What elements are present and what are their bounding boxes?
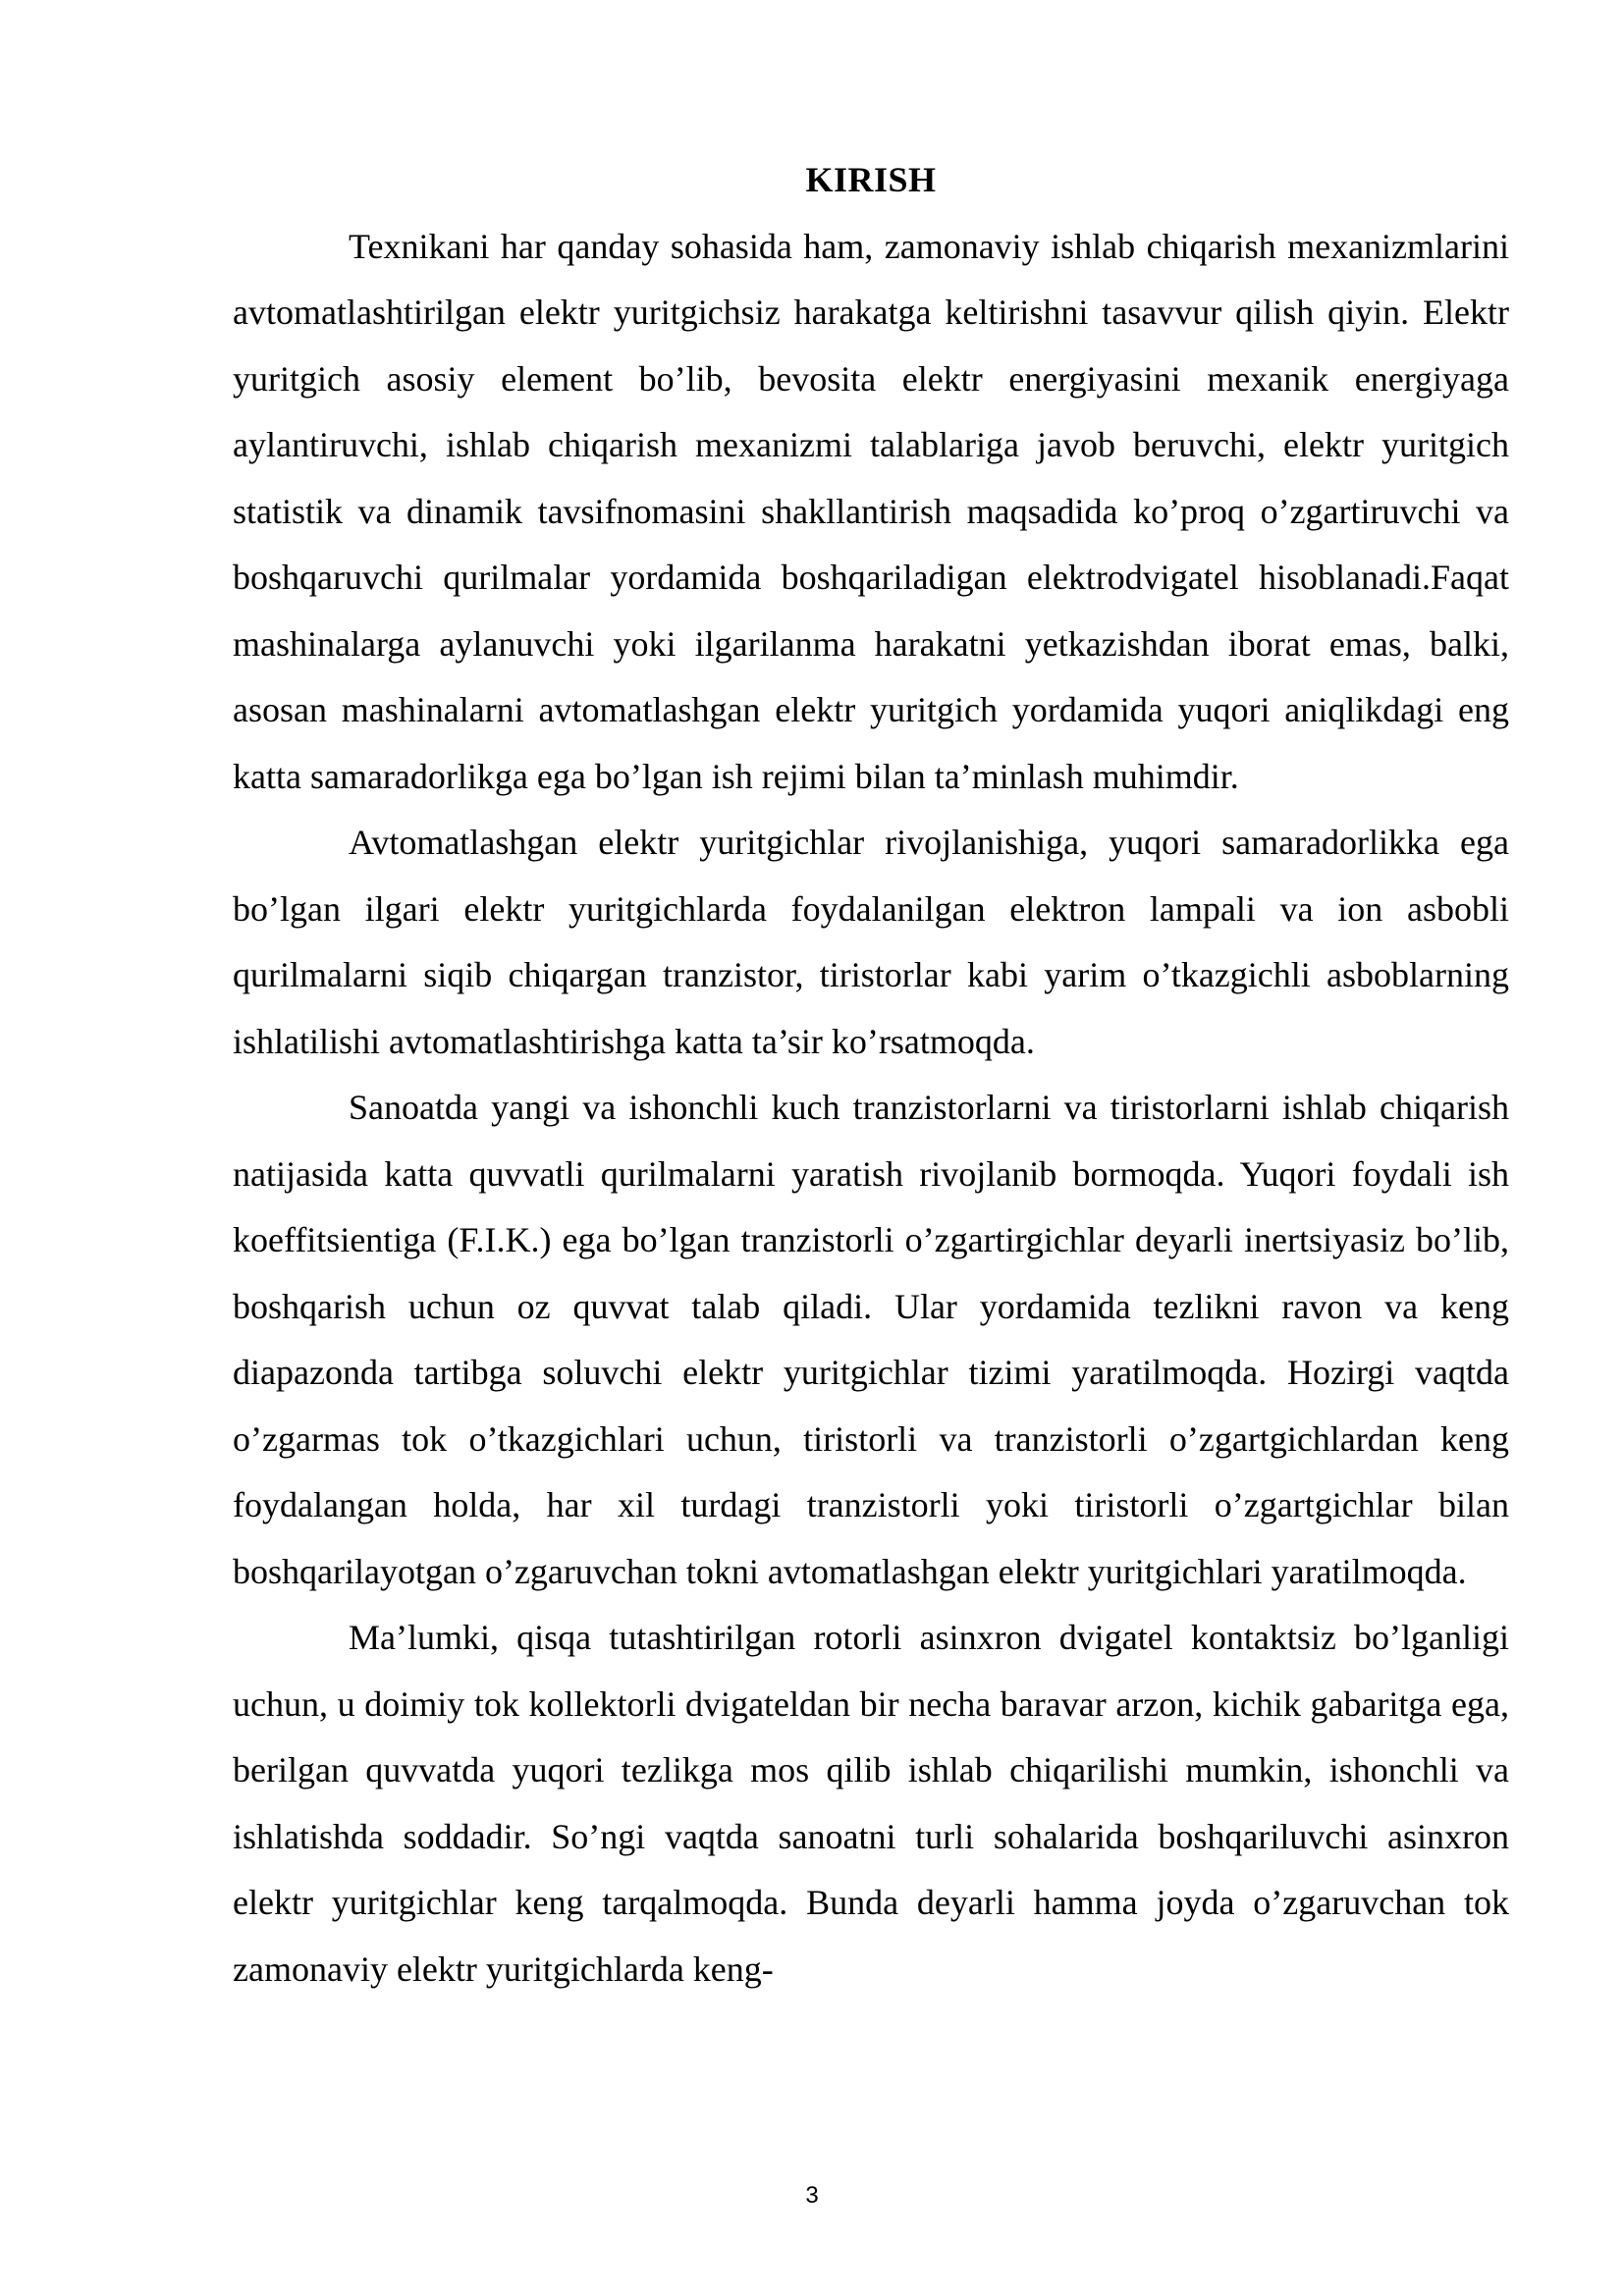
section-title: KIRISH bbox=[805, 160, 937, 199]
paragraph-4: Ma’lumki, qisqa tutashtirilgan rotorli asinxron dvigatel kontaktsiz bo’lganligi uchun, u doimiy tok kollektorli dvigateldan bir necha baravar arzon, kichik gabaritga ega, berilgan quvvatda yuqori tezlikga mos qilib ishlab chiqarilishi mumkin, ishonchli va ishlatishda soddadir. So’ngi vaqtda sanoatni turli sohalarida boshqariluvchi asinxron elektr yuritgichlar keng tarqalmoqda. Bunda deyarli hamma joyda o’zgaruvchan tok zamonaviy elektr yuritgichlarda keng- bbox=[233, 1618, 1509, 1989]
page-number: 3 bbox=[805, 2182, 819, 2209]
paragraph-1: Texnikani har qanday sohasida ham, zamonaviy ishlab chiqarish mexanizmlarini avtomatlashtirilgan elektr yuritgichsiz harakatga keltirishni tasavvur qilish qiyin. Elektr yuritgich asosiy element bo’lib, bevosita elektr energiyasini mexanik energiyaga aylantiruvchi, ishlab chiqarish mexanizmi talablariga javob beruvchi, elektr yuritgich statistik va dinamik tavsifnomasini shakllantirish maqsadida ko’proq o’zgartiruvchi va boshqaruvchi qurilmalar yordamida boshqariladigan elektrodvigatel hisoblanadi.Faqat mashinalarga aylanuvchi yoki ilgarilanma harakatni yetkazishdan iborat emas, balki, asosan mashinalarni avtomatlashgan elektr yuritgich yordamida yuqori aniqlikdagi eng katta samaradorlikga ega bo’lgan ish rejimi bilan ta’minlash muhimdir. bbox=[233, 226, 1509, 796]
paragraph-2: Avtomatlashgan elektr yuritgichlar rivojlanishiga, yuqori samaradorlikka ega bo’lgan ilgari elektr yuritgichlarda foydalanilgan elektron lampali va ion asbobli qurilmalarni siqib chiqargan tranzistor, tiristorlar kabi yarim o’tkazgichli asboblarning ishlatilishi avtomatlashtirishga katta ta’sir ko’rsatmoqda. bbox=[233, 823, 1509, 1061]
paragraph-3: Sanoatda yangi va ishonchli kuch tranzistorlarni va tiristorlarni ishlab chiqarish natijasida katta quvvatli qurilmalarni yaratish rivojlanib bormoqda. Yuqori foydali ish koeffitsientiga (F.I.K.) ega bo’lgan tranzistorli o’zgartirgichlar deyarli inertsiyasiz bo’lib, boshqarish uchun oz quvvat talab qiladi. Ular yordamida tezlikni ravon va keng diapazonda tartibga soluvchi elektr yuritgichlar tizimi yaratilmoqda. Hozirgi vaqtda o’zgarmas tok o’tkazgichlari uchun, tiristorli va tranzistorli o’zgartgichlardan keng foydalangan holda, har xil turdagi tranzistorli yoki tiristorli o’zgartgichlar bilan boshqarilayotgan o’zgaruvchan tokni avtomatlashgan elektr yuritgichlari yaratilmoqda. bbox=[233, 1088, 1509, 1591]
page-body bbox=[233, 147, 1509, 2002]
